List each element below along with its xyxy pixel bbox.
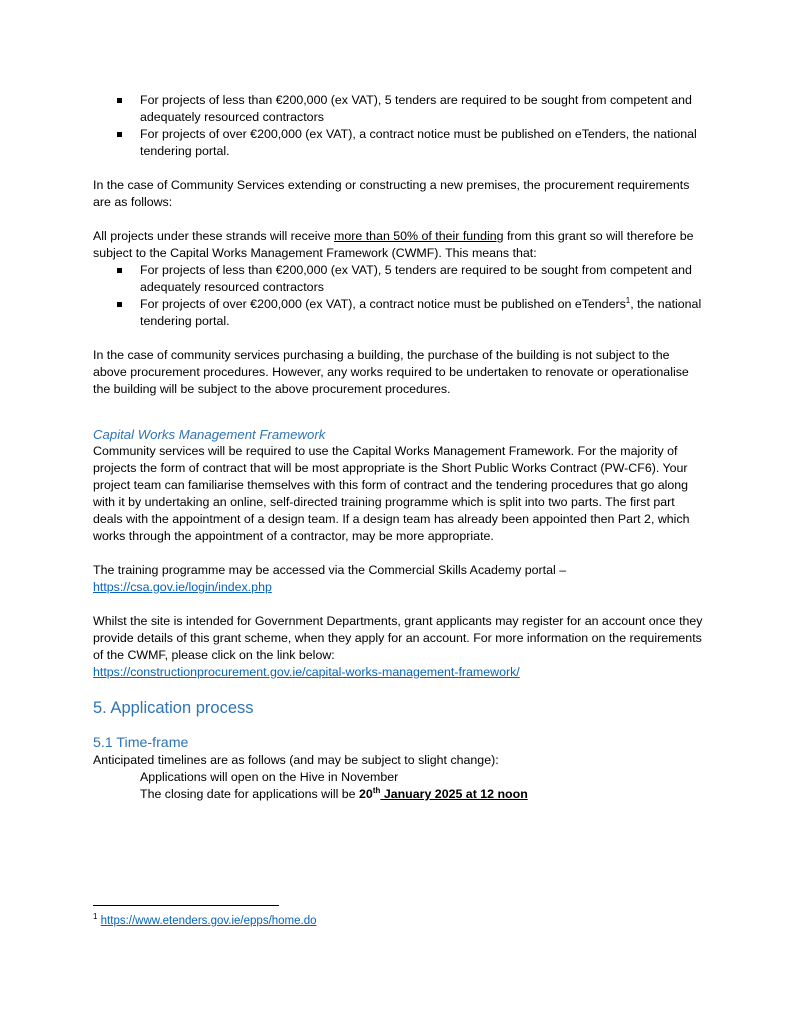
footnote-number: 1 [93, 912, 98, 922]
text-segment: All projects under these strands will receive [93, 229, 335, 243]
cwmf-paragraph-3: Whilst the site is intended for Government Departments, grant applicants may register for an account once they provide details of this grant scheme, when they apply for an account. For more information on the requirements of the CWMF, please click on the link below: [93, 614, 703, 662]
list-item: For projects of less than €200,000 (ex VAT), 5 tenders are required to be sought from competent and adequately resourced contractors [140, 262, 705, 296]
closing-date-day: 20 [359, 787, 373, 801]
list-item: For projects of less than €200,000 (ex VAT), 5 tenders are required to be sought from competent and adequately resourced contractors [140, 92, 705, 126]
document-page [93, 92, 705, 803]
timeline-intro: Anticipated timelines are as follows (and may be subject to slight change): [93, 753, 499, 767]
text-segment: The closing date for applications will be [140, 787, 360, 801]
ordinal-suffix: th [372, 785, 381, 795]
paragraph-all-projects [93, 228, 705, 262]
footnote-reference[interactable]: 1 [625, 295, 631, 305]
closing-date-rest: January 2025 at 12 noon [380, 787, 528, 801]
cwmf-link[interactable]: https://constructionprocurement.gov.ie/capital-works-management-framework/ [93, 665, 520, 679]
footnote-separator [93, 905, 279, 906]
csa-portal-link[interactable]: https://csa.gov.ie/login/index.php [93, 580, 272, 594]
footnote [93, 914, 317, 929]
text-segment: , the national tendering portal. [140, 297, 702, 328]
timeline-line-1: Applications will open on the Hive in November [140, 770, 399, 784]
cwmf-heading: Capital Works Management Framework [93, 427, 326, 442]
procurement-list-1 [93, 92, 705, 160]
list-item: For projects of over €200,000 (ex VAT), a contract notice must be published on eTenders, the national tendering portal. [140, 126, 705, 160]
cwmf-paragraph-1: Community services will be required to use the Capital Works Management Framework. For the majority of projects the form of contract that will be most appropriate is the Short Public Works Contract (PW-CF6). Your project team can familiarise themselves with this form of contract and the tendering procedures that go along with it by undertaking an online, self-directed training programme which is split into two parts. The first part deals with the appointment of a design team. If a design team has already been appointed then Part 2, which works through the appointment of a contractor, may be more appropriate. [93, 444, 690, 543]
list-item [140, 296, 705, 330]
underlined-text: more than 50% of their funding [334, 229, 504, 243]
text-segment: from this grant so will therefore be subject to the Capital Works Management Framework (CWMF). This means that: [93, 229, 694, 260]
text-segment: For projects of over €200,000 (ex VAT), a contract notice must be published on eTenders [140, 297, 626, 311]
paragraph-premises: In the case of Community Services extending or constructing a new premises, the procurement requirements are as follows: [93, 178, 690, 209]
procurement-list-2 [93, 262, 705, 330]
etenders-link[interactable]: https://www.etenders.gov.ie/epps/home.do [100, 915, 317, 927]
sub-heading: 5.1 Time-frame [93, 735, 189, 751]
paragraph-building: In the case of community services purchasing a building, the purchase of the building is not subject to the above procurement procedures. However, any works required to be undertaken to renovate or operationalise the building will be subject to the above procurement procedures. [93, 348, 689, 396]
cwmf-paragraph-2: The training programme may be accessed via the Commercial Skills Academy portal – [93, 563, 567, 577]
timeline-line-2 [93, 786, 705, 803]
section-heading: 5. Application process [93, 699, 254, 717]
